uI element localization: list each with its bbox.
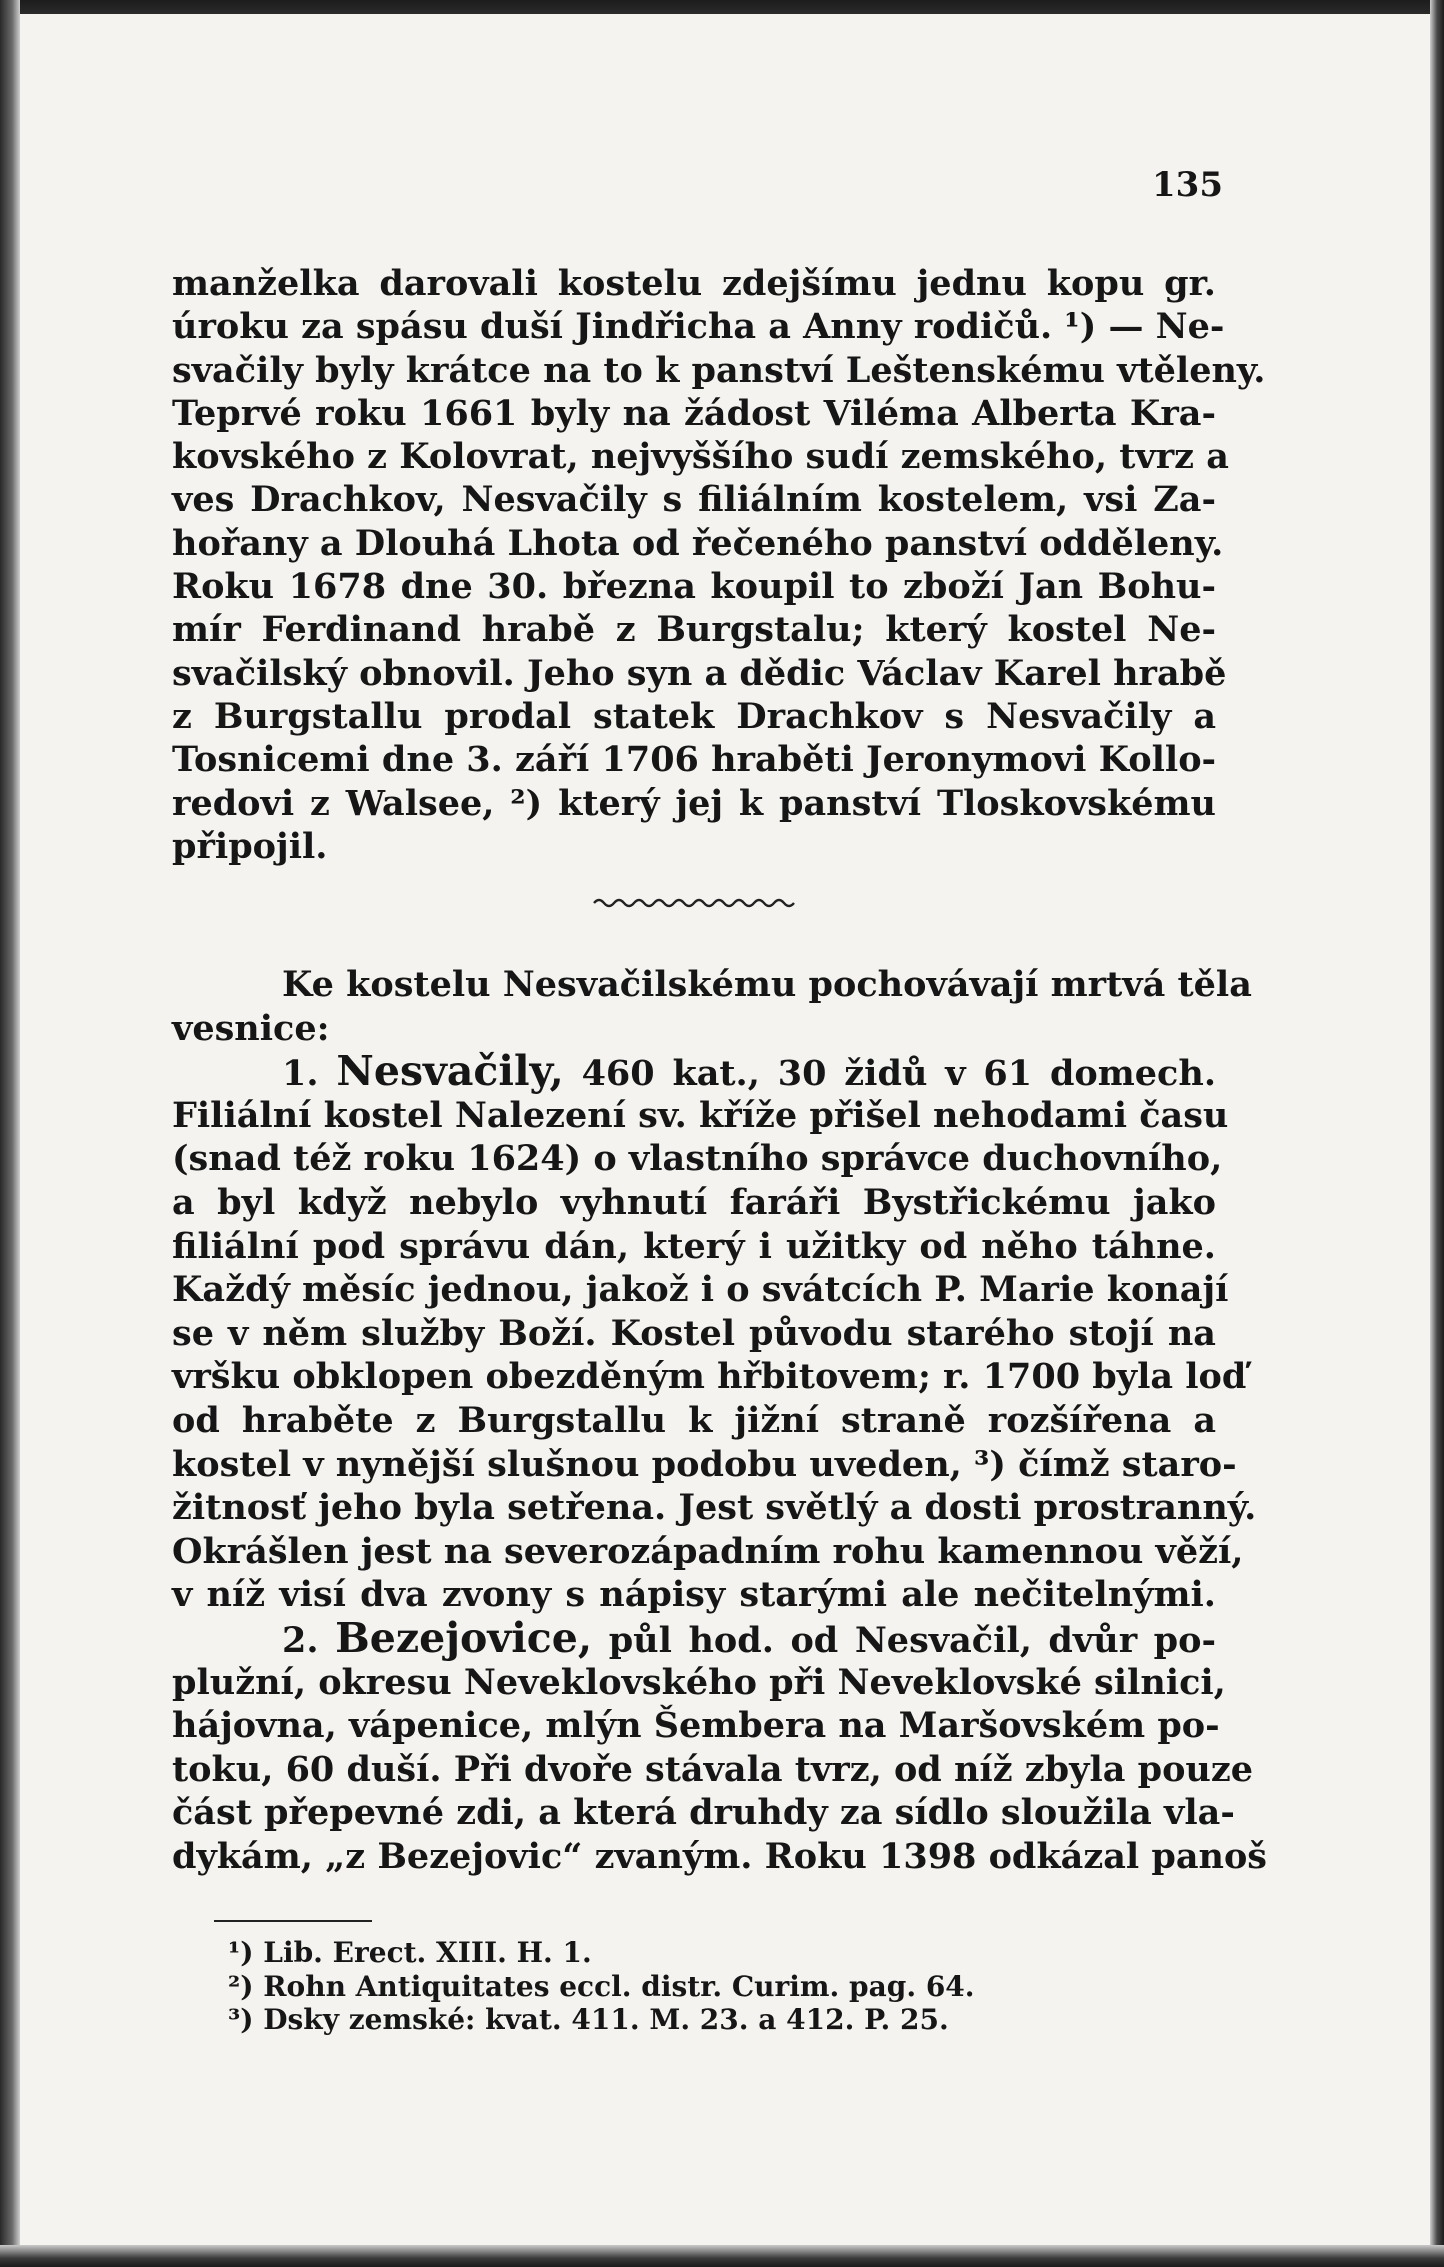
page-number: 135 [1152, 165, 1223, 205]
footnote-text: Lib. Erect. XIII. H. 1. [263, 1936, 592, 1969]
footnote-divider [214, 1920, 372, 1922]
wavy-divider-ornament [592, 895, 802, 911]
footnote-mark: ¹) [228, 1936, 254, 1969]
text-line: z Burgstallu prodal statek Drachkov s Nesvačily a [172, 695, 1216, 737]
footnotes [228, 1936, 1028, 2037]
text-line: Filiální kostel Nalezení sv. kříže přišel nehodami času [172, 1094, 1229, 1136]
text-line: dykám, „z Bezejovic“ zvaným. Roku 1398 odkázal panoš [172, 1835, 1268, 1877]
footnote-mark: ³) [228, 2003, 254, 2036]
footnote [228, 1970, 1028, 2004]
list-item-heading [172, 1047, 1217, 1096]
paragraph-2 [172, 963, 1268, 1878]
text-line: část přepevné zdi, a která druhdy za sídlo sloužila vla- [172, 1792, 1235, 1834]
text-line: Roku 1678 dne 30. března koupil to zboží Jan Bohu- [172, 566, 1216, 608]
text-line: vršku obklopen obezděným hřbitovem; r. 1700 byla loď [172, 1356, 1247, 1398]
item-number: 2. [282, 1619, 319, 1661]
text-line: manželka darovali kostelu zdejšímu jednu kopu gr. [172, 263, 1216, 304]
text-line: a byl když nebylo vyhnutí faráři Bystřickému jako [172, 1181, 1216, 1223]
item-number: 1. [282, 1053, 319, 1095]
text-line: kovského z Kolovrat, nejvyššího sudí zemského, tvrz a [172, 436, 1229, 478]
text-line: (snad též roku 1624) o vlastního správce duchovního, [172, 1138, 1223, 1180]
scan-edge-left [0, 0, 20, 2267]
item-heading-rest: 460 kat., 30 židů v 61 domech. [581, 1053, 1217, 1095]
text-line: Teprvé roku 1661 byly na žádost Viléma Alberta Kra- [172, 392, 1216, 434]
text-line: Každý měsíc jednou, jakož i o svátcích P. Marie konají [172, 1269, 1229, 1311]
text-line: svačily byly krátce na to k panství Leštenskému vtěleny. [172, 349, 1266, 391]
list-item-heading [172, 1613, 1217, 1662]
scan-edge-right [1430, 0, 1444, 2267]
text-line: mír Ferdinand hrabě z Burgstalu; který kostel Ne- [172, 609, 1216, 651]
footnote-mark: ²) [228, 1969, 254, 2003]
text-line: Okrášlen jest na severozápadním rohu kamennou věží, [172, 1530, 1244, 1572]
footnote-text: Dsky zemské: kvat. 411. M. 23. a 412. P. 25. [263, 2003, 949, 2036]
text-line: ves Drachkov, Nesvačily s filiálním kostelem, vsi Za- [172, 479, 1216, 521]
text-line: redovi z Walsee, ²) který jej k panství Tloskovskému [172, 782, 1216, 824]
text-line: filiální pod správu dán, který i užitky od něho táhne. [172, 1225, 1216, 1267]
paragraph-1 [172, 262, 1266, 868]
text-line: od hraběte z Burgstallu k jižní straně rozšířena a [172, 1399, 1216, 1441]
text-line: vesnice: [172, 1007, 330, 1049]
scan-edge-top [0, 0, 1444, 14]
village-name: Bezejovice, [335, 1613, 593, 1662]
village-name: Nesvačily, [336, 1047, 564, 1096]
text-line: připojil. [172, 825, 328, 867]
text-line: Ke kostelu Nesvačilskému pochovávají mrtvá těla [282, 964, 1252, 1005]
text-line: hájovna, vápenice, mlýn Šembera na Maršovském po- [172, 1705, 1220, 1747]
text-line: plužní, okresu Neveklovského při Neveklovské silnici, [172, 1661, 1226, 1703]
text-line: hořany a Dlouhá Lhota od řečeného panství odděleny. [172, 522, 1224, 564]
item-heading-rest: půl hod. od Nesvačil, dvůr po- [608, 1619, 1217, 1661]
text-line: žitnosť jeho byla setřena. Jest světlý a dosti prostranný. [172, 1487, 1257, 1529]
footnote [228, 2003, 1028, 2037]
text-line: v níž visí dva zvony s nápisy starými ale nečitelnými. [172, 1574, 1216, 1616]
scan-edge-bottom [0, 2245, 1444, 2267]
text-line: se v něm služby Boží. Kostel původu starého stojí na [172, 1312, 1216, 1354]
text-line: Tosnicemi dne 3. září 1706 hraběti Jeronymovi Kollo- [172, 739, 1217, 781]
text-line: svačilský obnovil. Jeho syn a dědic Václav Karel hrabě [172, 652, 1227, 694]
text-line: toku, 60 duší. Při dvoře stávala tvrz, od níž zbyla pouze [172, 1748, 1254, 1790]
text-line: úroku za spásu duší Jindřicha a Anny rodičů. ¹) — Ne- [172, 306, 1225, 348]
text-line: kostel v nynější slušnou podobu uveden, ³) čímž staro- [172, 1443, 1237, 1485]
footnote-text: Rohn Antiquitates eccl. distr. Curim. pag. 64. [263, 1969, 975, 2003]
footnote [228, 1936, 1028, 1970]
